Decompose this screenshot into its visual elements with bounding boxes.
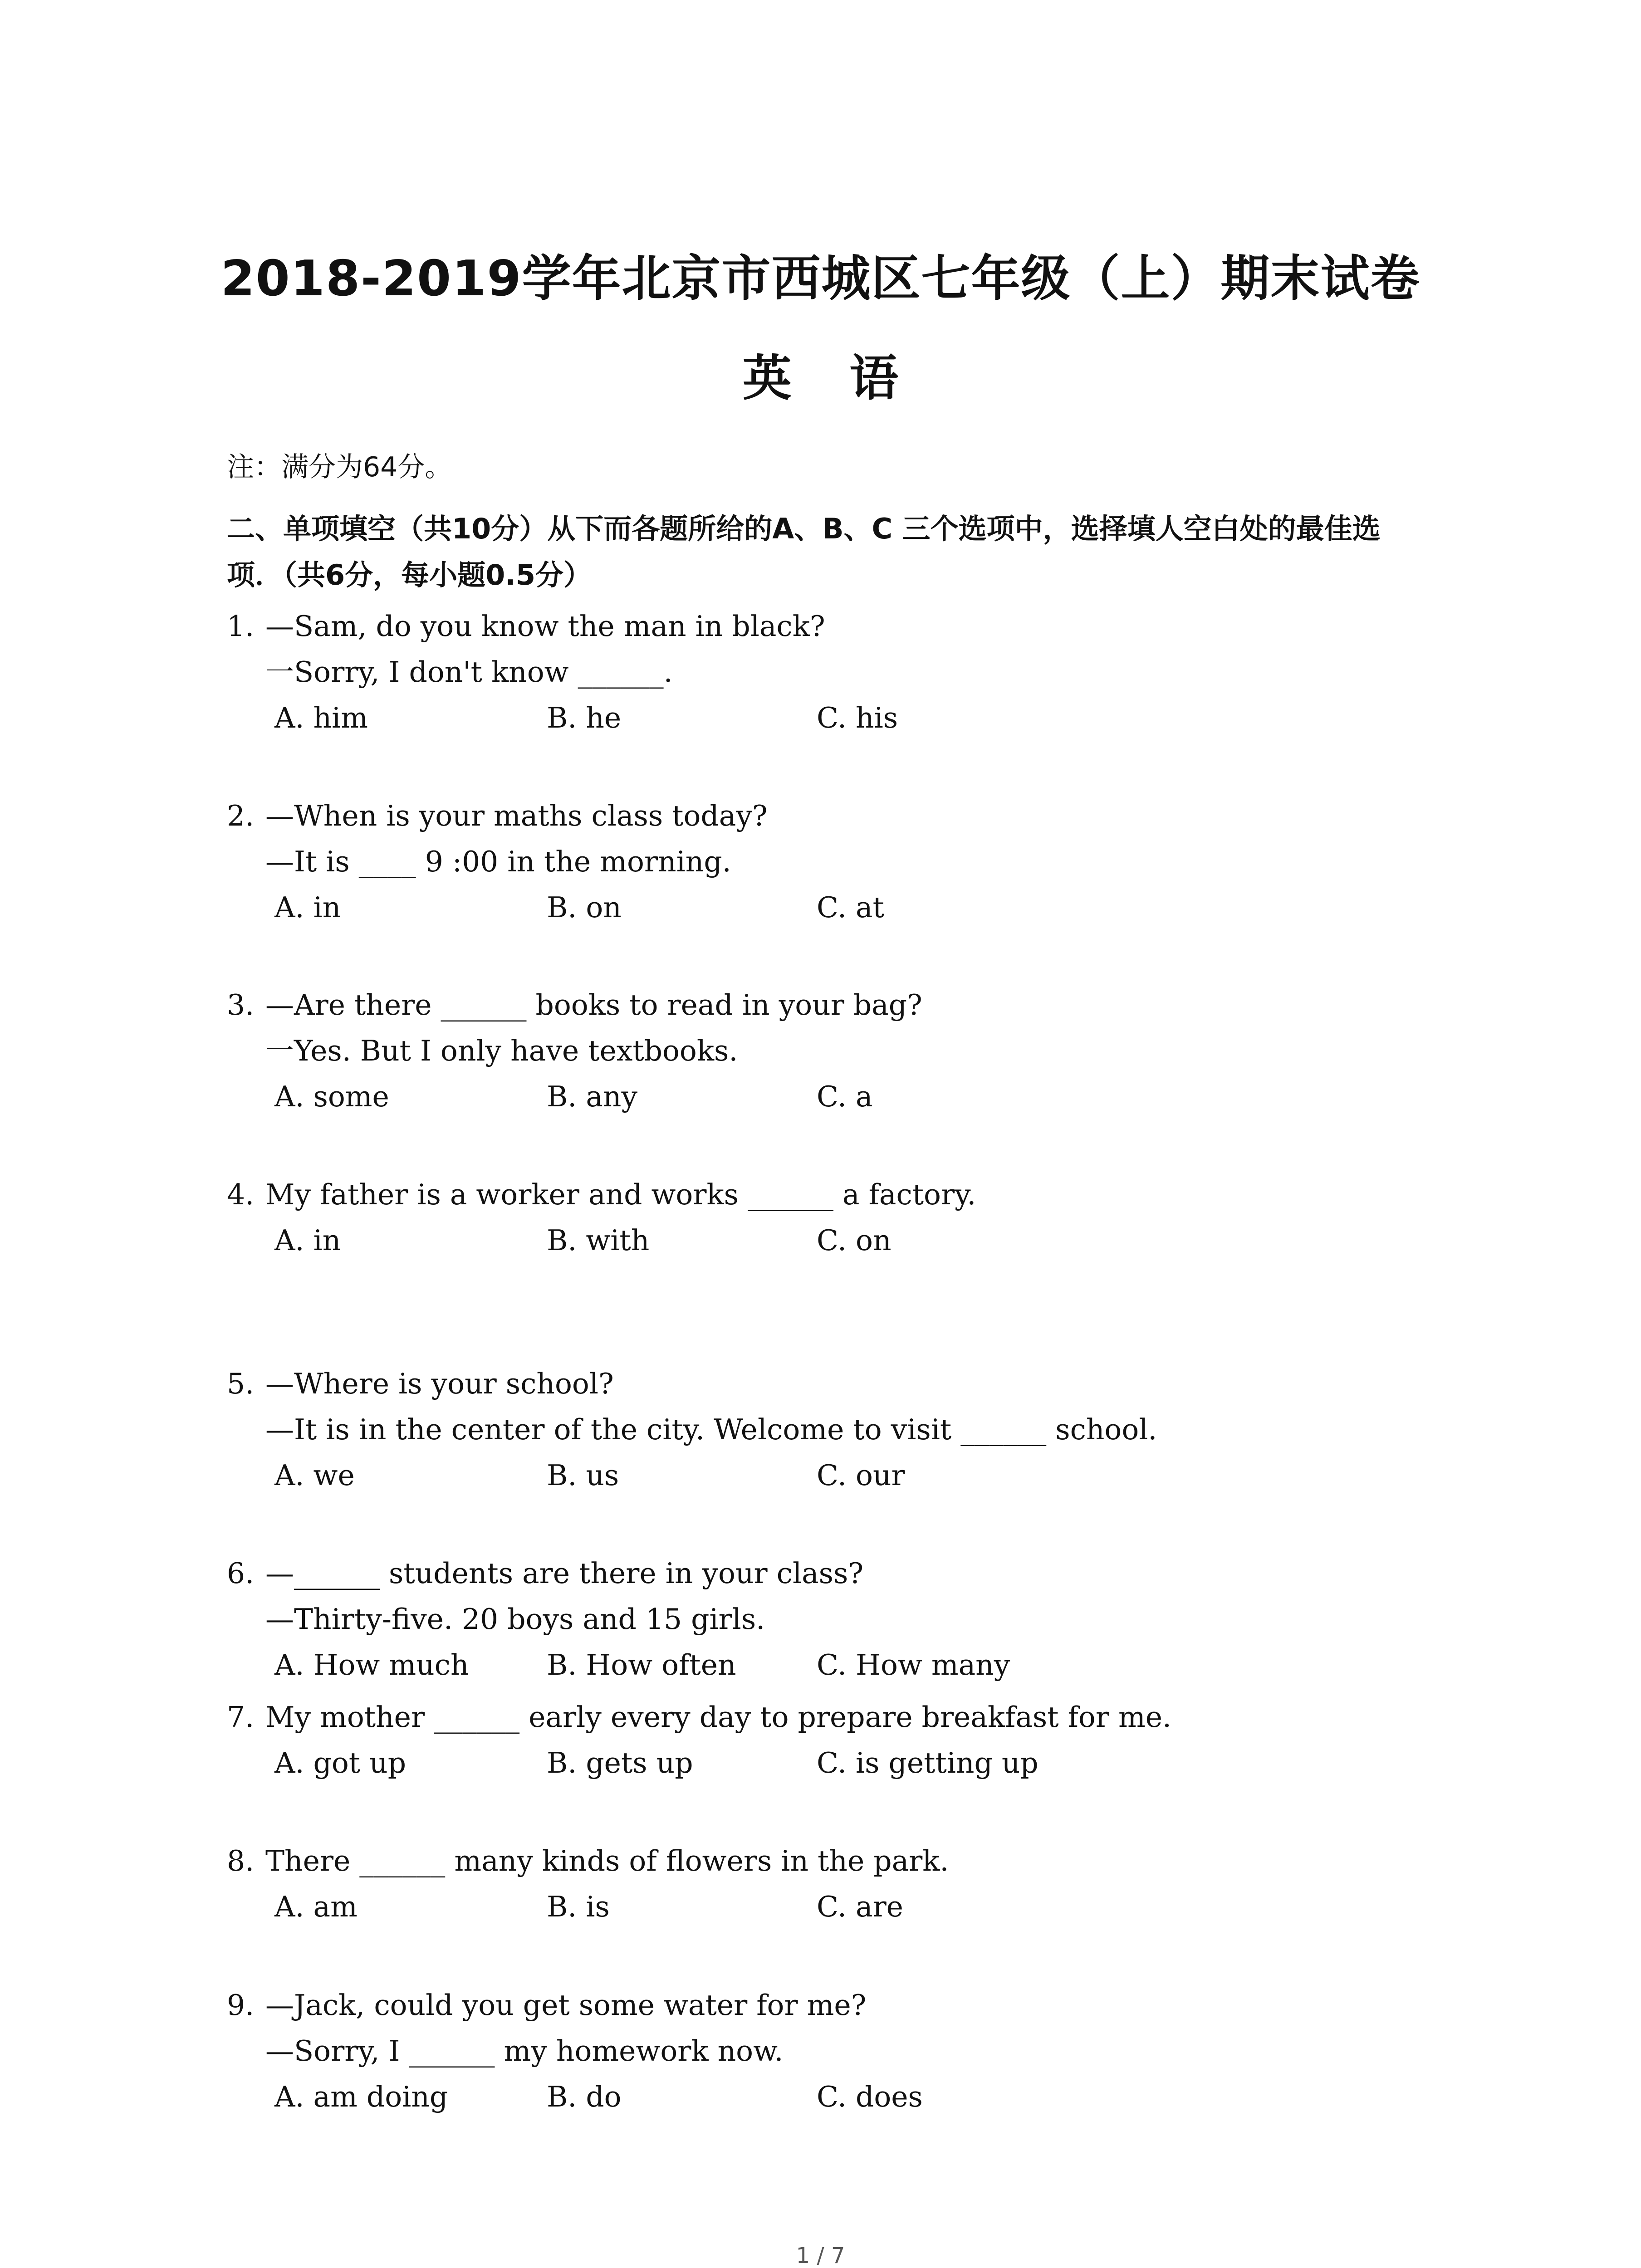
question-number: 6. — [227, 1557, 255, 1590]
question-item — [0, 1172, 1641, 1263]
option-b: B. gets up — [547, 1746, 693, 1779]
option-c: C. How many — [817, 1648, 1010, 1681]
question-item — [0, 1694, 1641, 1786]
section-heading-line-2: 项．（共6分，每小题0.5分） — [227, 558, 592, 591]
question-item — [0, 1838, 1641, 1930]
option-a: A. am doing — [274, 2080, 448, 2113]
question-line — [0, 603, 1641, 649]
question-number: 2. — [227, 799, 255, 832]
options-row — [0, 1217, 1641, 1263]
question-number: 3. — [227, 988, 255, 1022]
option-a: A. him — [274, 701, 368, 734]
option-b: B. with — [547, 1224, 650, 1257]
question-stem: —Are there ______ books to read in your bag? — [265, 988, 922, 1022]
section-heading-line-1: 二、单项填空（共10分）从下而各题所给的A、B、C 三个选项中，选择填人空白处的最佳选 — [227, 512, 1381, 545]
option-a: A. got up — [274, 1746, 407, 1779]
question-reply: 一Sorry, I don't know ______. — [265, 655, 673, 689]
options-row — [0, 695, 1641, 741]
question-number: 8. — [227, 1844, 255, 1877]
question-item — [0, 1550, 1641, 1688]
page-number: 1 / 7 — [796, 2243, 845, 2268]
question-line — [0, 793, 1641, 839]
option-b: B. us — [547, 1459, 619, 1492]
question-reply: —Sorry, I ______ my homework now. — [265, 2034, 784, 2068]
question-item — [0, 793, 1641, 930]
option-c: C. are — [817, 1890, 903, 1923]
option-a: A. we — [274, 1459, 355, 1492]
subject-title: 英 语 — [742, 350, 899, 407]
question-number: 7. — [227, 1701, 255, 1734]
option-c: C. at — [817, 891, 884, 924]
option-b: B. do — [547, 2080, 622, 2113]
question-reply: —It is ____ 9 :00 in the morning. — [265, 845, 731, 878]
score-note: 注：满分为64分。 — [227, 451, 452, 483]
option-b: B. is — [547, 1890, 610, 1923]
option-b: B. How often — [547, 1648, 736, 1681]
options-row — [0, 1740, 1641, 1786]
question-reply: 一Yes. But I only have textbooks. — [265, 1034, 738, 1067]
option-a: A. in — [274, 891, 341, 924]
question-stem: There ______ many kinds of flowers in the park. — [265, 1844, 949, 1877]
option-c: C. his — [817, 701, 898, 734]
question-item — [0, 1361, 1641, 1498]
options-row — [0, 1074, 1641, 1119]
question-stem: —Sam, do you know the man in black? — [265, 610, 825, 643]
question-item — [0, 1982, 1641, 2120]
option-c: C. is getting up — [817, 1746, 1038, 1779]
question-item — [0, 603, 1641, 741]
option-b: B. on — [547, 891, 622, 924]
options-row — [0, 1642, 1641, 1688]
question-number: 4. — [227, 1178, 255, 1211]
option-c: C. does — [817, 2080, 923, 2113]
question-line — [0, 982, 1641, 1028]
question-item — [0, 982, 1641, 1119]
question-line — [0, 1694, 1641, 1740]
question-stem: —______ students are there in your class? — [265, 1557, 864, 1590]
option-c: C. on — [817, 1224, 892, 1257]
question-line — [0, 1407, 1641, 1452]
question-line — [0, 1838, 1641, 1884]
question-number: 9. — [227, 1989, 255, 2022]
option-a: A. some — [274, 1080, 389, 1113]
question-stem: My father is a worker and works ______ a factory. — [265, 1178, 976, 1211]
option-b: B. he — [547, 701, 622, 734]
option-c: C. our — [817, 1459, 905, 1492]
question-line — [0, 1172, 1641, 1217]
question-line — [0, 1550, 1641, 1596]
option-a: A. How much — [274, 1648, 469, 1681]
options-row — [0, 2074, 1641, 2120]
question-number: 5. — [227, 1367, 255, 1400]
question-number: 1. — [227, 610, 255, 643]
options-row — [0, 1884, 1641, 1930]
question-line — [0, 649, 1641, 695]
option-c: C. a — [817, 1080, 873, 1113]
question-stem: —Where is your school? — [265, 1367, 614, 1400]
question-stem: —When is your maths class today? — [265, 799, 768, 832]
question-line — [0, 1596, 1641, 1642]
question-line — [0, 1028, 1641, 1074]
question-reply: —It is in the center of the city. Welcome to visit ______ school. — [265, 1413, 1157, 1446]
question-reply: —Thirty-five. 20 boys and 15 girls. — [265, 1603, 765, 1636]
question-line — [0, 839, 1641, 885]
question-line — [0, 1361, 1641, 1407]
option-a: A. am — [274, 1890, 358, 1923]
option-b: B. any — [547, 1080, 638, 1113]
question-stem: —Jack, could you get some water for me? — [265, 1989, 867, 2022]
question-line — [0, 2028, 1641, 2074]
exam-title: 2018-2019学年北京市西城区七年级（上）期末试卷 — [220, 250, 1421, 307]
options-row — [0, 1452, 1641, 1498]
question-line — [0, 1982, 1641, 2028]
question-stem: My mother ______ early every day to prepare breakfast for me. — [265, 1701, 1172, 1734]
option-a: A. in — [274, 1224, 341, 1257]
options-row — [0, 885, 1641, 930]
